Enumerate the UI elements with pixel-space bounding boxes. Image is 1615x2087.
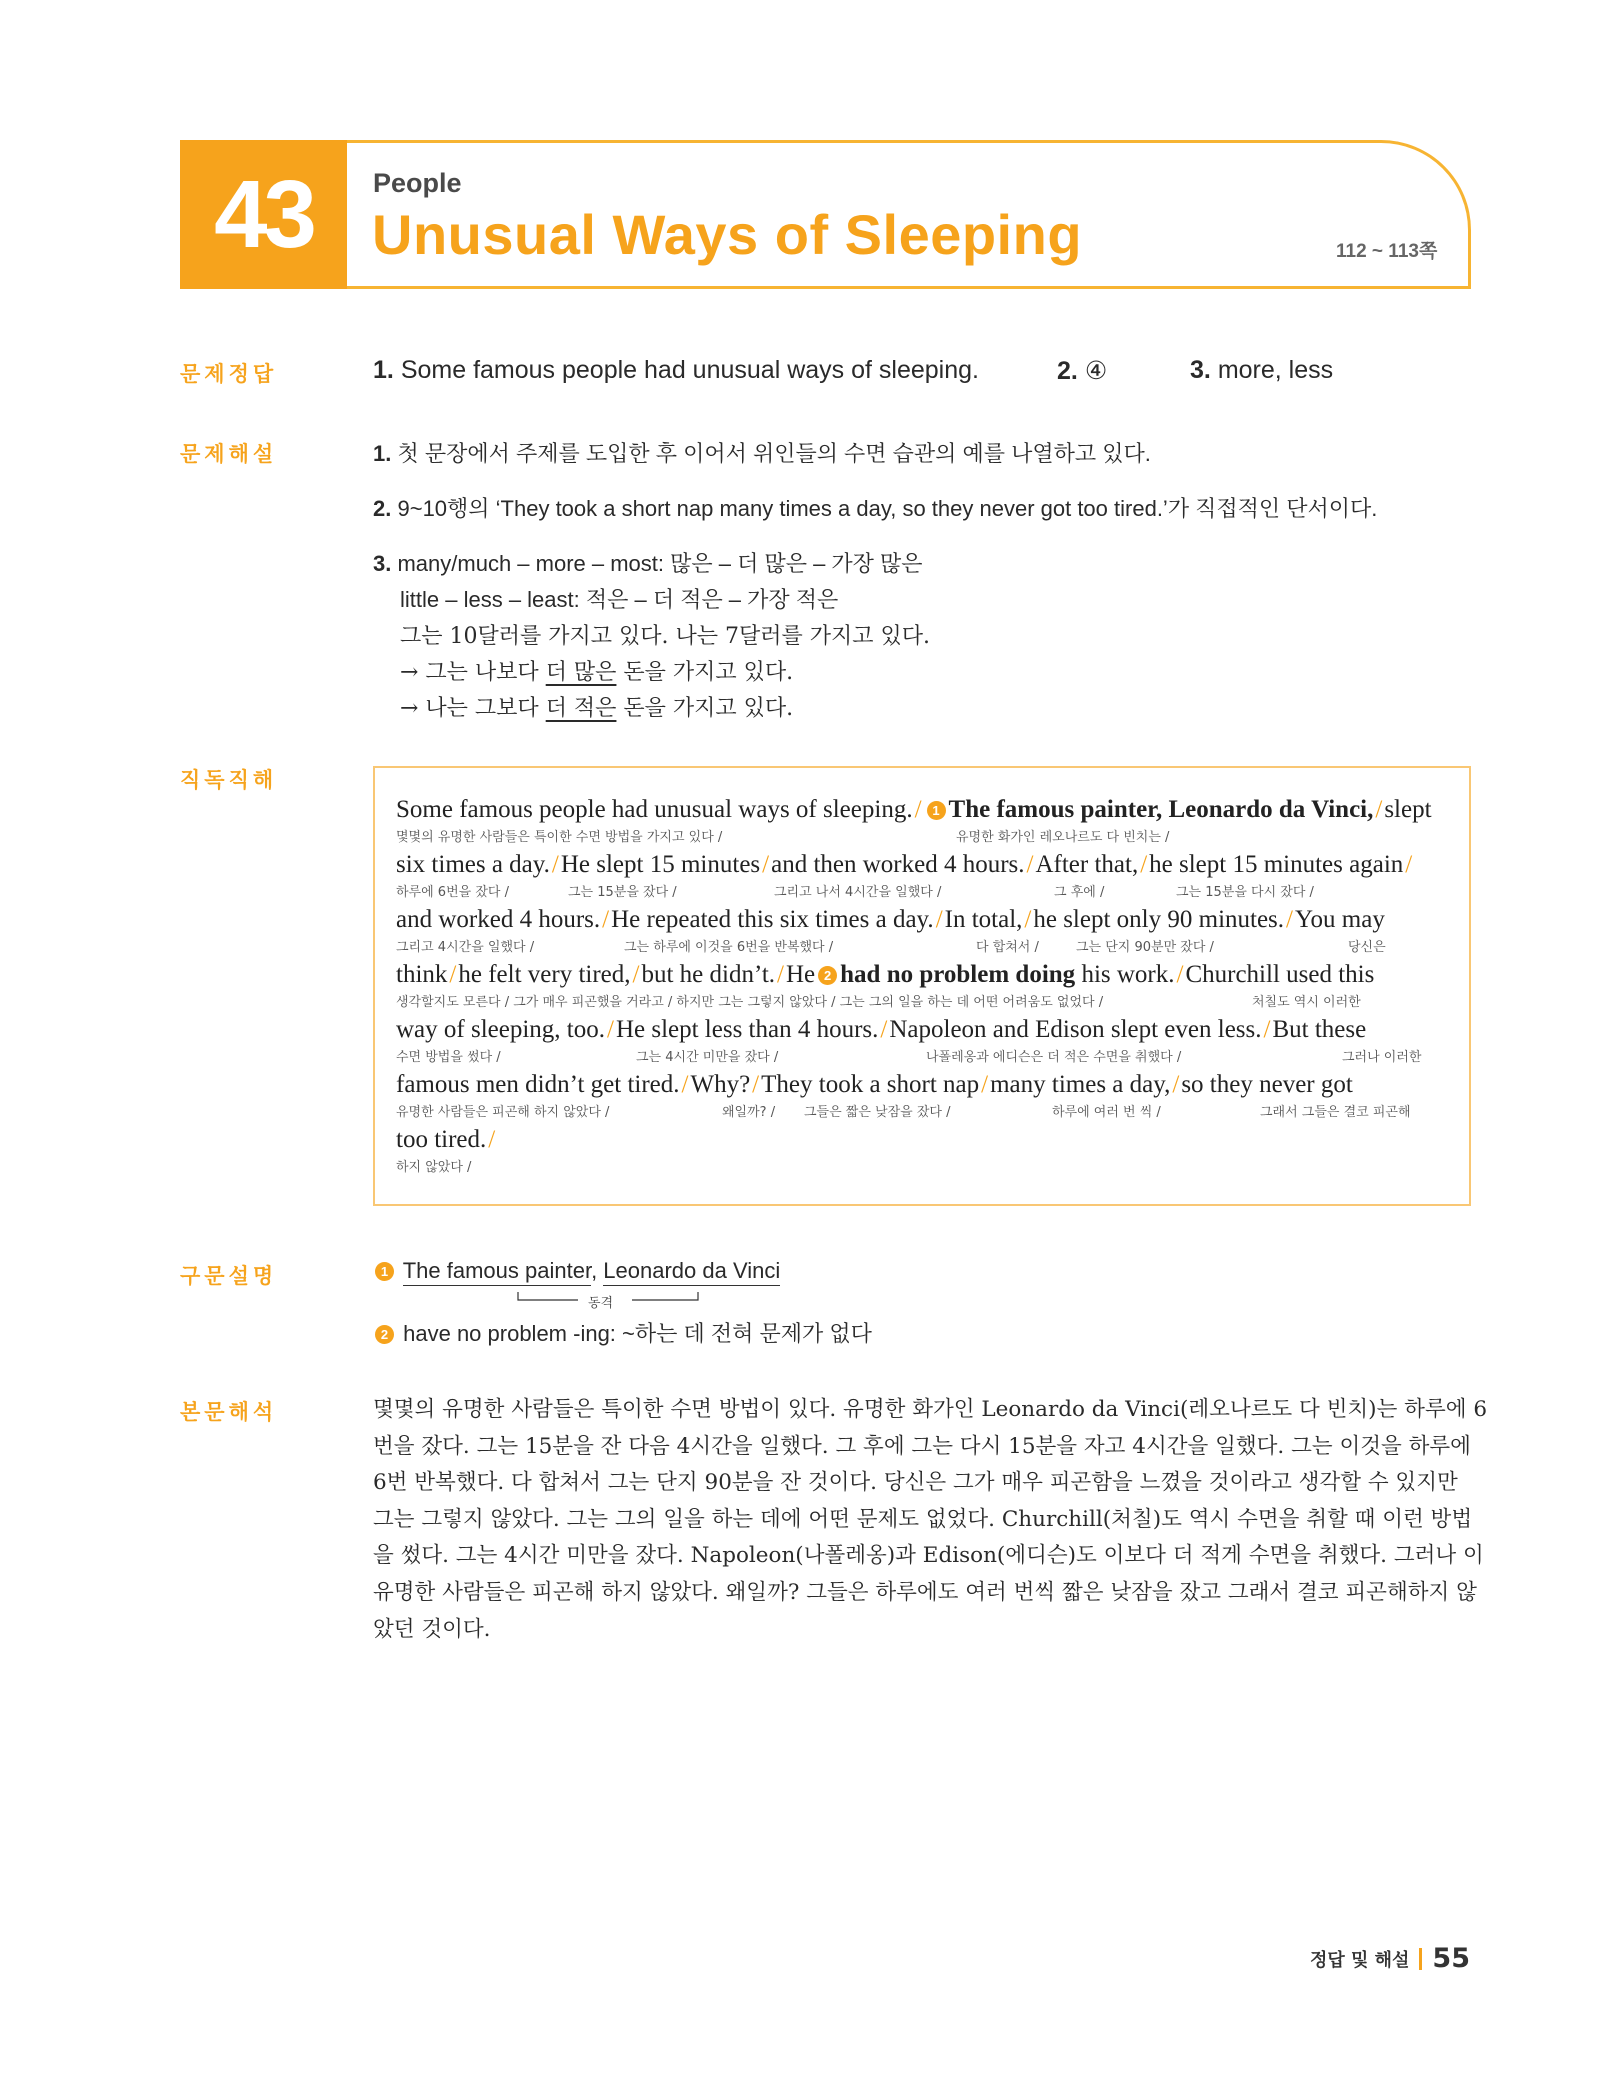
explanation-3-number: 3. xyxy=(373,551,392,576)
gloss: 몇몇의 유명한 사람들은 특이한 수면 방법을 가지고 있다 / xyxy=(396,830,723,845)
reading-phrase: But these xyxy=(1272,1016,1367,1043)
gloss: 생각할지도 모른다 / 그가 매우 피곤했을 거라고 / 하지만 그는 그렇지 않았다 / 그는 그의 일을 하는 데 어떤 어려움도 없었다 / xyxy=(396,995,1104,1010)
slash: / xyxy=(449,961,457,988)
reading-line-5 xyxy=(396,1016,1440,1071)
gloss: 하루에 6번을 잤다 / xyxy=(396,885,509,900)
reading-phrase: famous men didn’t get tired. xyxy=(396,1071,680,1098)
lesson-number: 43 xyxy=(214,160,313,268)
structure-appositive-a: The famous painter xyxy=(403,1258,591,1286)
translation-line: 유명한 사람들은 피곤해 하지 않았다. 왜일까? 그들은 하루에도 여러 번씩 짧은 낮잠을 잤고 그래서 결코 피곤해하지 않 xyxy=(373,1579,1477,1605)
line-5-suffix: 돈을 가지고 있다. xyxy=(616,696,794,721)
slash: / xyxy=(914,796,922,823)
gloss: 그래서 그들은 결코 피곤해 xyxy=(1260,1105,1411,1120)
gloss: 그는 단지 90분만 잤다 / xyxy=(1076,940,1214,955)
gloss: 수면 방법을 썼다 / xyxy=(396,1050,501,1065)
explanation-3 xyxy=(373,547,923,578)
reading-phrase: he felt very tired, xyxy=(458,961,631,988)
slash: / xyxy=(551,851,559,878)
slash: / xyxy=(1026,851,1034,878)
header-top-rule xyxy=(347,140,1347,143)
slash: / xyxy=(880,1016,888,1043)
slash: / xyxy=(606,1016,614,1043)
reading-phrase: think xyxy=(396,961,448,988)
slash: / xyxy=(1176,961,1184,988)
footer-label: 정답 및 해설 xyxy=(1309,1949,1410,1971)
gloss: 그러나 이러한 xyxy=(1342,1050,1422,1065)
slash: / xyxy=(1286,906,1293,933)
reading-phrase: many times a day, xyxy=(990,1071,1171,1098)
translation-line: 았던 것이다. xyxy=(373,1616,491,1642)
gloss: 왜일까? / xyxy=(722,1105,776,1120)
reading-phrase: so they never got xyxy=(1181,1071,1353,1098)
reading-phrase-bold: The famous painter, Leonardo da Vinci, xyxy=(948,796,1374,823)
reading-phrase: He slept less than 4 hours. xyxy=(615,1016,879,1043)
reading-phrase: slept xyxy=(1384,796,1432,823)
slash: / xyxy=(1263,1016,1271,1043)
footer-divider xyxy=(1419,1948,1422,1970)
translation-line: 번을 잤다. 그는 15분을 잔 다음 4시간을 일했다. 그 후에 그는 다시 15분을 자고 4시간을 일했다. 그는 이것을 하루에 xyxy=(373,1433,1471,1459)
reading-phrase: Why? xyxy=(690,1071,751,1098)
reading-phrase: Napoleon and Edison slept even less. xyxy=(889,1016,1262,1043)
structure-separator: , xyxy=(591,1258,604,1283)
slash: / xyxy=(777,961,784,988)
slash: / xyxy=(1172,1071,1180,1098)
number-marker-1: 1 xyxy=(375,1262,394,1281)
reading-phrase: He slept 15 minutes xyxy=(560,851,761,878)
lesson-title: Unusual Ways of Sleeping xyxy=(372,203,1083,266)
reading-phrase: He repeated this six times a day. xyxy=(611,906,934,933)
line-4-underlined: 더 많은 xyxy=(545,660,617,685)
answer-2 xyxy=(1057,356,1107,386)
gloss: 유명한 화가인 레오나르도 다 빈치는 / xyxy=(956,830,1170,845)
answer-1-number: 1. xyxy=(373,356,394,384)
explanation-3-line-3: 그는 10달러를 가지고 있다. 나는 7달러를 가지고 있다. xyxy=(400,624,930,649)
gloss: 그는 15분을 잤다 / xyxy=(568,885,677,900)
slash: / xyxy=(762,851,770,878)
explanation-3-line-2: little – less – least: 적은 – 더 적은 – 가장 적은 xyxy=(400,587,839,612)
gloss: 하지 않았다 / xyxy=(396,1160,472,1175)
gloss: 유명한 사람들은 피곤해 하지 않았다 / xyxy=(396,1105,610,1120)
translation-line: 을 썼다. 그는 4시간 미만을 잤다. Napoleon(나폴레옹)과 Edison(에디슨)도 이보다 더 적게 수면을 취했다. 그러나 이 xyxy=(373,1543,1484,1569)
gloss: 하루에 여러 번 씩 / xyxy=(1052,1105,1161,1120)
reading-label: 직독직해 xyxy=(180,768,278,792)
slash: / xyxy=(602,906,610,933)
line-5-underlined: 더 적은 xyxy=(545,696,617,721)
gloss: 그 후에 / xyxy=(1054,885,1105,900)
number-marker-2: 2 xyxy=(818,966,837,985)
slash: / xyxy=(1140,851,1148,878)
answer-3 xyxy=(1190,356,1333,385)
reading-line-6 xyxy=(396,1071,1440,1126)
answers-label: 문제정답 xyxy=(180,362,278,386)
reading-phrase: but he didn’t. xyxy=(641,961,776,988)
explanation-3-line-1: many/much – more – most: 많은 – 더 많은 – 가장 많은 xyxy=(397,551,923,576)
answer-2-number: 2. xyxy=(1057,357,1078,385)
slash: / xyxy=(935,906,943,933)
structure-appositive-b: Leonardo da Vinci xyxy=(603,1258,780,1286)
slash: / xyxy=(488,1126,496,1153)
translation-line: 그는 그렇지 않았다. 그는 그의 일을 하는 데에 어떤 문제도 없었다. Churchill(처칠)도 역시 수면을 취할 때 이런 방법 xyxy=(373,1506,1473,1532)
explanation-1-number: 1. xyxy=(373,441,392,466)
slash: / xyxy=(1024,906,1032,933)
explanation-label: 문제해설 xyxy=(180,442,278,466)
explanation-1-text: 첫 문장에서 주제를 도입한 후 이어서 위인들의 수면 습관의 예를 나열하고 있다. xyxy=(397,441,1151,466)
page-footer xyxy=(1310,1943,1470,1974)
explanation-1 xyxy=(373,437,1151,468)
gloss: 다 합쳐서 / xyxy=(976,940,1039,955)
structure-1 xyxy=(372,1258,780,1284)
gloss: 당신은 xyxy=(1348,940,1386,955)
reading-phrase: way of sleeping, too. xyxy=(396,1016,605,1043)
answer-3-text: more, less xyxy=(1217,356,1334,384)
explanation-3-line-4 xyxy=(400,655,793,686)
reading-phrase: six times a day. xyxy=(396,851,550,878)
lesson-topic: People xyxy=(373,168,462,198)
number-marker-1: 1 xyxy=(927,801,946,820)
number-marker-2: 2 xyxy=(375,1325,394,1344)
structure-label: 구문설명 xyxy=(180,1264,278,1288)
translation-line: 6번 반복했다. 다 합쳐서 그는 단지 90분을 잔 것이다. 당신은 그가 매우 피곤함을 느꼈을 것이라고 생각할 수 있지만 xyxy=(373,1470,1458,1496)
slash: / xyxy=(632,961,640,988)
gloss: 나폴레옹과 에디슨은 더 적은 수면을 취했다 / xyxy=(926,1050,1182,1065)
lesson-number-badge xyxy=(180,140,347,289)
reading-phrase: He xyxy=(785,961,816,988)
explanation-2-number: 2. xyxy=(373,496,392,521)
reading-line-7 xyxy=(396,1126,1440,1181)
page-range: 112 ~ 113쪽 xyxy=(1336,241,1438,262)
gloss: 그리고 나서 4시간을 일했다 / xyxy=(774,885,942,900)
gloss: 그는 하루에 이것을 6번을 반복했다 / xyxy=(624,940,834,955)
page-number: 55 xyxy=(1432,1943,1470,1974)
explanation-3-line-5 xyxy=(400,691,793,722)
slash: / xyxy=(1375,796,1383,823)
reading-phrase: and then worked 4 hours. xyxy=(771,851,1025,878)
structure-2 xyxy=(372,1317,872,1348)
translation-label: 본문해석 xyxy=(180,1400,278,1424)
reading-phrase: his work. xyxy=(1081,961,1175,988)
answer-1-text: Some famous people had unusual ways of sleeping. xyxy=(400,356,979,384)
slash: / xyxy=(1405,851,1413,878)
gloss: 그리고 4시간을 일했다 / xyxy=(396,940,535,955)
gloss: 그는 4시간 미만을 잤다 / xyxy=(636,1050,779,1065)
reading-line-3 xyxy=(396,906,1440,961)
reading-phrase: You may xyxy=(1294,906,1385,933)
appositive-note: 동격 xyxy=(588,1296,614,1311)
reading-line-4 xyxy=(396,961,1440,1016)
structure-2-text: have no problem -ing: ~하는 데 전혀 문제가 없다 xyxy=(403,1321,872,1346)
reading-phrase: too tired. xyxy=(396,1126,487,1153)
gloss: 처칠도 역시 이러한 xyxy=(1252,995,1361,1010)
slash: / xyxy=(681,1071,689,1098)
translation-line: 몇몇의 유명한 사람들은 특이한 수면 방법이 있다. 유명한 화가인 Leonardo da Vinci(레오나르도 다 빈치)는 하루에 6 xyxy=(373,1397,1487,1422)
explanation-2 xyxy=(373,492,1377,523)
reading-line-1 xyxy=(396,796,1440,851)
line-4-suffix: 돈을 가지고 있다. xyxy=(616,660,794,685)
reading-phrase: After that, xyxy=(1035,851,1139,878)
reading-phrase: and worked 4 hours. xyxy=(396,906,601,933)
explanation-2-text: 9~10행의 ‘They took a short nap many times a day, so they never got too tired.’가 직접적인 단서이다. xyxy=(397,496,1378,521)
reading-phrase: Some famous people had unusual ways of sleeping. xyxy=(396,796,913,823)
slash: / xyxy=(981,1071,989,1098)
reading-line-2 xyxy=(396,851,1440,906)
line-5-prefix: → 나는 그보다 xyxy=(400,696,546,721)
reading-phrase: Churchill used this xyxy=(1185,961,1375,988)
gloss: 그는 15분을 다시 잤다 / xyxy=(1176,885,1314,900)
answer-1 xyxy=(373,356,979,385)
answer-2-text: ④ xyxy=(1084,357,1108,385)
translation-body xyxy=(373,1392,1487,1648)
line-4-prefix: → 그는 나보다 xyxy=(400,660,546,685)
gloss: 그들은 짧은 낮잠을 잤다 / xyxy=(804,1105,951,1120)
answer-3-number: 3. xyxy=(1190,356,1211,384)
reading-phrase: They took a short nap xyxy=(761,1071,980,1098)
slash: / xyxy=(752,1071,760,1098)
reading-phrase: In total, xyxy=(944,906,1023,933)
reading-phrase: he slept 15 minutes again xyxy=(1149,851,1404,878)
reading-phrase: he slept only 90 minutes. xyxy=(1033,906,1285,933)
reading-phrase-bold: had no problem doing xyxy=(840,961,1076,988)
